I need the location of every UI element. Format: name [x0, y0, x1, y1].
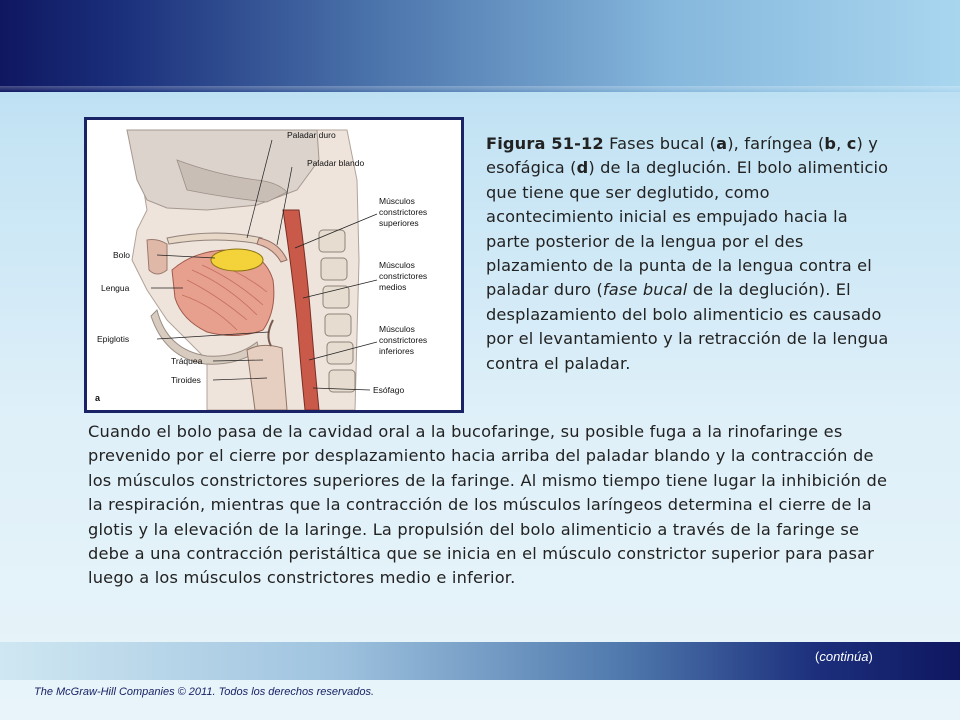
label-musculos-inf-3: inferiores [379, 346, 414, 356]
caption-text-2: ), faríngea ( [727, 134, 825, 153]
continua-open: ( [815, 649, 820, 664]
label-musculos-med-2: constrictores [379, 271, 428, 281]
caption-text-5: ) de la deglución. El bolo alimenticio que tiene que ser deglutido, como acontecimiento inicial es empujado hacia la parte posterior de la lengua por el des plazamiento de la punta de la lengua contra el paladar duro ( [486, 158, 889, 300]
label-musculos-sup-2: constrictores [379, 207, 428, 217]
figure-caption [486, 132, 890, 376]
panel-letter: a [95, 393, 101, 403]
caption-text-3: , [836, 134, 842, 153]
header-band [0, 0, 960, 92]
label-paladar-blando: Paladar blando [307, 158, 365, 168]
label-tiroides: Tiroides [171, 375, 201, 385]
body-paragraph: Cuando el bolo pasa de la cavidad oral a la bucofaringe, su posible fuga a la rinofaringe es prevenido por el cierre por desplazamiento hacia arriba del paladar blando y la contracción de los músculos constrictores superiores de la faringe. Al mismo tiempo tiene lugar la inhibición de la respiración, mientras que la contracción de los músculos laríngeos determina el cierre de la glotis y la elevación de la laringe. La propulsión del bolo alimenticio a través de la faringe se debe a una contracción peristáltica que se inicia en el músculo constrictor superior para pasar luego a los músculos constrictores medio e inferior. [88, 422, 888, 588]
caption-letter-c: c [846, 134, 857, 153]
label-paladar-duro: Paladar duro [287, 130, 336, 140]
caption-text-1: Fases bucal ( [603, 134, 717, 153]
label-bolo: Bolo [113, 250, 131, 260]
label-lengua: Lengua [101, 283, 130, 293]
label-musculos-sup-1: Músculos [379, 196, 415, 206]
caption-text-6: de la deglución). El desplazamiento del bolo alimenticio es causado por el levantamiento y la retracción de la lengua contra el paladar. [486, 280, 889, 373]
header-band-highlight [0, 86, 960, 92]
anatomy-figure [84, 117, 464, 413]
copyright-notice: The McGraw-Hill Companies © 2011. Todos los derechos reservados. [34, 686, 375, 698]
continua-note [815, 649, 873, 664]
continua-close: ) [868, 649, 873, 664]
caption-figure-id: Figura 51-12 [486, 134, 604, 153]
caption-text-4: ) y esofágica ( [486, 134, 878, 178]
label-traquea: Tráquea [171, 356, 203, 366]
caption-letter-d: d [576, 158, 589, 178]
label-musculos-med-1: Músculos [379, 260, 415, 270]
caption-letter-b: b [824, 134, 837, 153]
food-bolus [211, 249, 263, 271]
label-epiglotis: Epiglotis [97, 334, 130, 344]
caption-fase-bucal: fase bucal [602, 280, 688, 300]
label-musculos-inf-2: constrictores [379, 335, 428, 345]
lips [147, 240, 167, 275]
label-musculos-med-3: medios [379, 282, 407, 292]
caption-letter-a: a [716, 134, 728, 153]
swallowing-illustration [87, 120, 461, 410]
label-musculos-inf-1: Músculos [379, 324, 415, 334]
label-esofago: Esófago [373, 385, 405, 395]
continua-label: continúa [819, 649, 869, 664]
label-musculos-sup-3: superiores [379, 218, 419, 228]
